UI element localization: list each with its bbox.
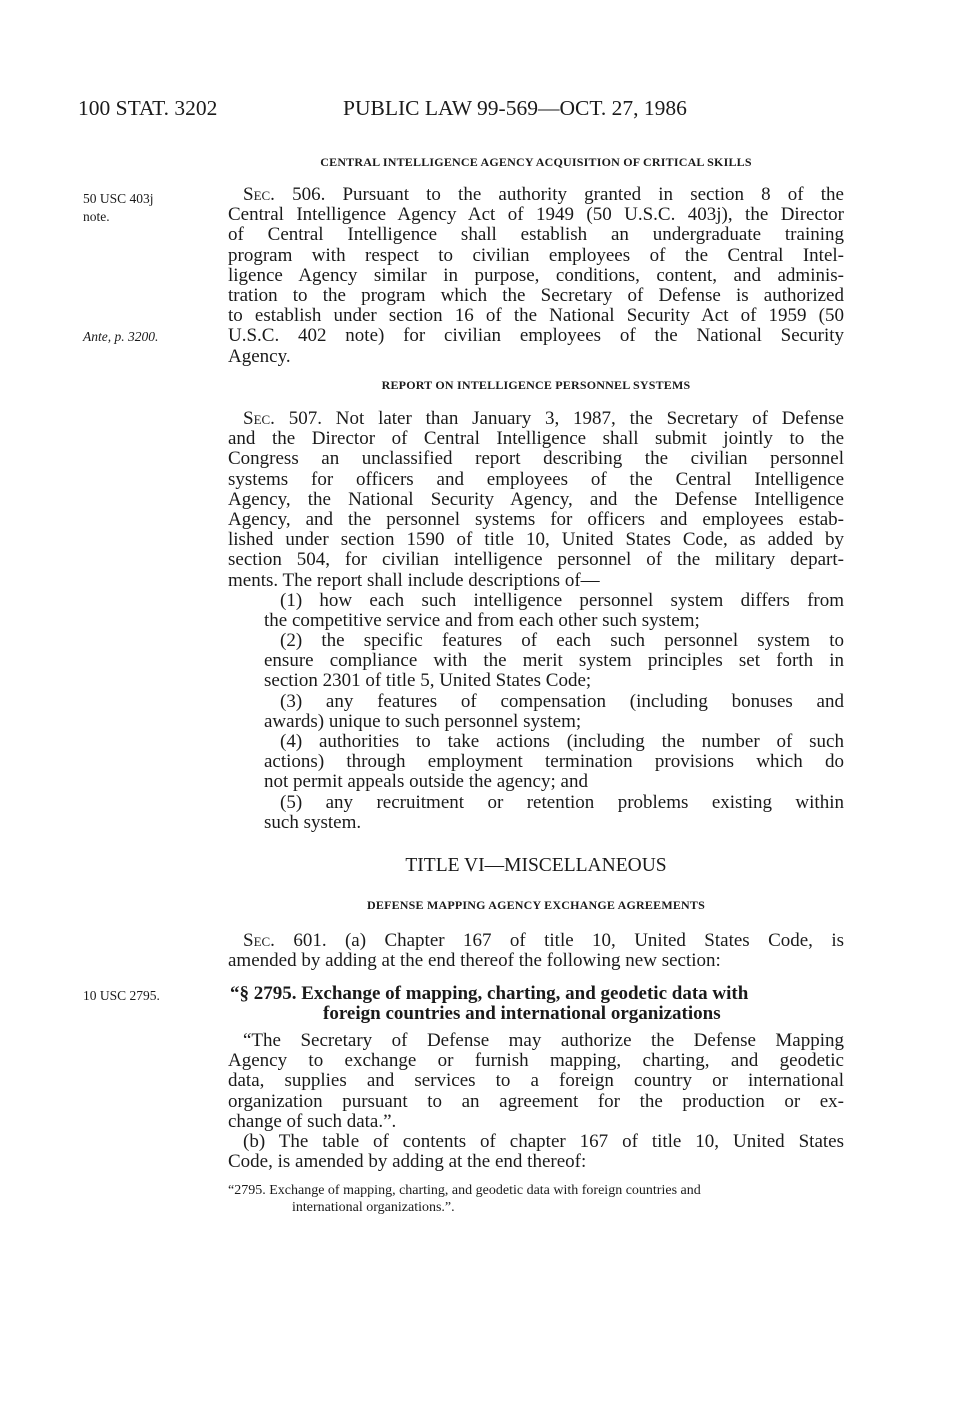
list-item: (5) any recruitment or retention problems existing within — [280, 791, 844, 813]
public-law-title: PUBLIC LAW 99-569—OCT. 27, 1986 — [343, 96, 687, 120]
margin-note-usc-403j: 50 USC 403j note. — [83, 191, 154, 224]
list-item: (2) the specific features of each such personnel system to — [280, 630, 844, 652]
sec506-text: Sec. 506. Pursuant to the authority granted in section 8 of the Central Intelligence Agency Act of 1949 (50 U.S.C. 403j), the Director of Central Intelligence shall establish an undergraduate training program with respect to civilian employees of the Central Intel- ligence Agency similar in purpose, conditions, content, and adminis- tration to the program which the Secretary of Defense is authorized to establish under section 16 of the National Security Act of 1959 (50 U.S.C. 402 note) for civilian employees of the National Security Agency. — [228, 184, 844, 367]
sec601-text: Sec. 601. (a) Chapter 167 of title 10, United States Code, is amended by adding at the end thereof the following new section: — [228, 930, 844, 972]
sec-label: Sec. — [243, 930, 275, 951]
margin-note-ante: Ante, p. 3200. — [83, 329, 159, 344]
list-item: (3) any features of compensation (including bonuses and — [280, 690, 844, 712]
section-2795-text: “The Secretary of Defense may authorize the Defense Mapping Agency to exchange or furnish mapping, charting, and geodetic data, supplies and services to a foreign country or international organization pursuant to an agreement for the production or ex- change of such data.”. (b) The table of contents of chapter 167 of title 10, United States Code, is amended by adding at the end thereof: — [228, 1030, 844, 1173]
table-of-contents-entry: “2795. Exchange of mapping, charting, and geodetic data with foreign countries and international organizations.”. — [228, 1183, 701, 1215]
title-vi-heading: TITLE VI—MISCELLANEOUS — [405, 855, 667, 876]
margin-note-usc-2795: 10 USC 2795. — [83, 988, 160, 1003]
list-item: (1) how each such intelligence personnel system differs from — [280, 589, 844, 611]
sec506-heading: CENTRAL INTELLIGENCE AGENCY ACQUISITION OF CRITICAL SKILLS — [320, 155, 752, 169]
page-header — [78, 96, 860, 130]
sec507-text: Sec. 507. Not later than January 3, 1987, the Secretary of Defense and the Director of Central Intelligence shall submit jointly to the Congress an unclassified report describing the civilian personnel systems for officers and employees of the Central Intelligence Agency, the National Security Agency, and the Defense Intelligence Agency, and the personnel systems for officers and employees estab- lished under section 1590 of title 10, United States Code, as added by section 504, for civilian intelligence personnel of the military depart- ments. The report shall include descriptions of— (1) how each such intelligence personnel system differs from the competitive service and from each other such system; (2) the specific features of each such personnel system to ensure compliance with the merit system principles set forth in section 2301 of title 5, United States Code; (3) any features of compensation (including bonuses and awards) unique to such personnel system; (4) authorities to take actions (including the number of such actions) through employment termination provisions which do not permit appeals outside the agency; and (5) any recruitment or retention problems existing within such system. — [228, 408, 844, 833]
sec-label: Sec. — [243, 408, 275, 429]
section-2795-title: “§ 2795. Exchange of mapping, charting, and geodetic data with foreign countries and international organizations — [230, 983, 749, 1025]
stat-page-number: 100 STAT. 3202 — [78, 96, 218, 120]
sec601-heading: DEFENSE MAPPING AGENCY EXCHANGE AGREEMENTS — [367, 898, 705, 912]
sec-label: Sec. — [243, 184, 275, 205]
list-item: (4) authorities to take actions (including the number of such — [280, 731, 844, 752]
sec507-heading: REPORT ON INTELLIGENCE PERSONNEL SYSTEMS — [381, 378, 691, 392]
